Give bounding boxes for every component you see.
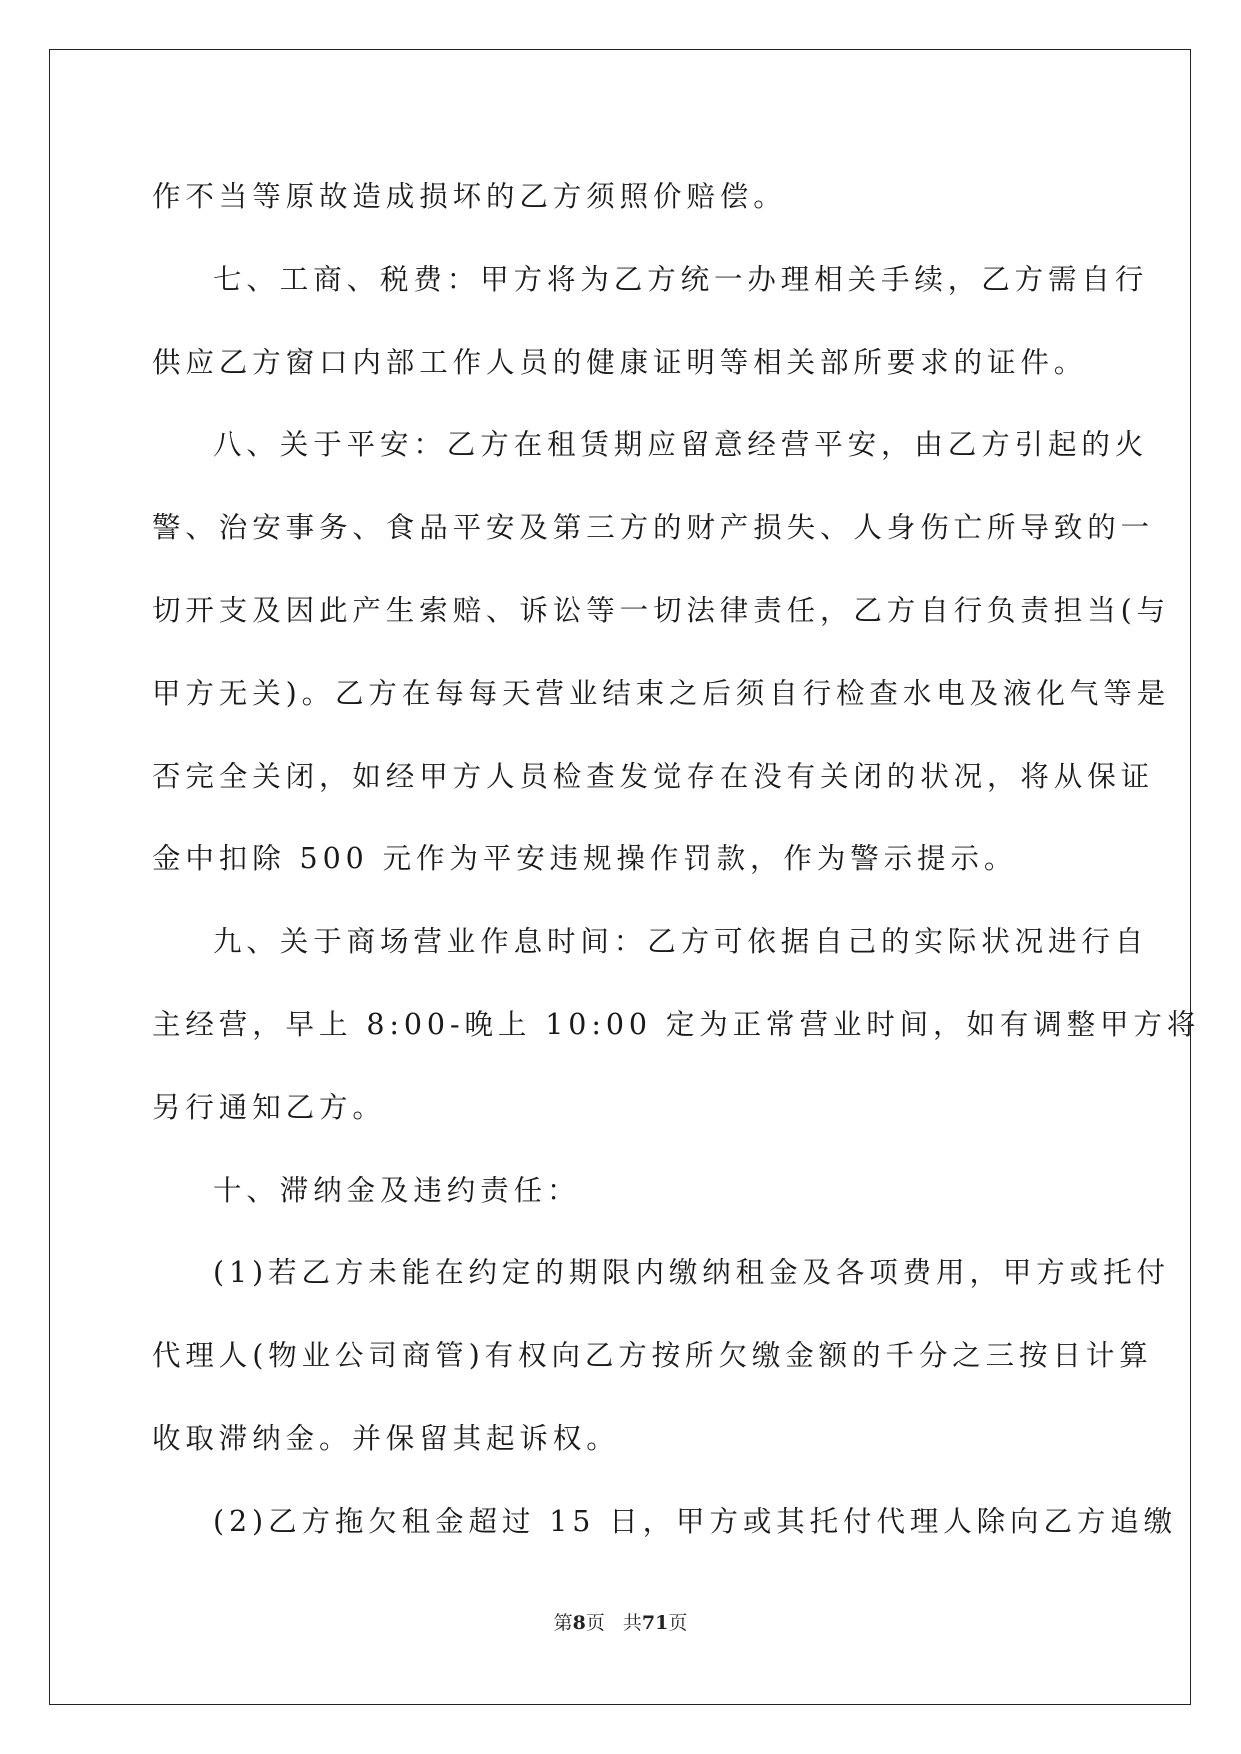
footer-page-suffix: 页 — [585, 1612, 605, 1634]
text-line: 作不当等原故造成损坏的乙方须照价赔偿。 — [152, 180, 787, 213]
page-footer — [0, 1608, 1241, 1635]
text-line: 甲方无关)。乙方在每每天营业结束之后须自行检查水电及液化气等是 — [152, 676, 1171, 710]
text-line: 警、治安事务、食品平安及第三方的财产损失、人身伤亡所导致的一 — [152, 511, 1155, 545]
text-line: 七、工商、税费：甲方将为乙方统一办理相关手续，乙方需自行 — [213, 262, 1149, 296]
text-line: 代理人(物业公司商管)有权向乙方按所欠缴金额的千分之三按日计算 — [152, 1339, 1153, 1373]
total-page-number: 71 — [641, 1612, 669, 1634]
text-line: (2)乙方拖欠租金超过 15 日，甲方或其托付代理人除向乙方追缴 — [213, 1504, 1178, 1538]
text-line: 十、滞纳金及违约责任： — [213, 1173, 581, 1207]
text-line: 收取滞纳金。并保留其起诉权。 — [152, 1421, 620, 1455]
text-line: 金中扣除 500 元作为平安违规操作罚款，作为警示提示。 — [152, 842, 1018, 876]
text-line: 切开支及因此产生索赔、诉讼等一切法律责任，乙方自行负责担当(与 — [152, 593, 1171, 627]
footer-prefix: 第 — [553, 1612, 573, 1634]
text-line: 供应乙方窗口内部工作人员的健康证明等相关部所要求的证件。 — [152, 345, 1088, 379]
text-line: 另行通知乙方。 — [152, 1090, 386, 1124]
text-line: 八、关于平安：乙方在租赁期应留意经营平安，由乙方引起的火 — [213, 428, 1149, 462]
document-body — [152, 156, 1201, 1564]
current-page-number: 8 — [572, 1612, 586, 1634]
text-line: (1)若乙方未能在约定的期限内缴纳租金及各项费用，甲方或托付 — [213, 1256, 1170, 1290]
text-line: 否完全关闭，如经甲方人员检查发觉存在没有关闭的状况，将从保证 — [152, 759, 1155, 793]
footer-total-prefix: 共 — [622, 1612, 642, 1634]
text-line: 主经营，早上 8:00-晚上 10:00 定为正常营业时间，如有调整甲方将 — [152, 1007, 1201, 1041]
footer-total-suffix: 页 — [668, 1612, 688, 1634]
text-line: 九、关于商场营业作息时间：乙方可依据自己的实际状况进行自 — [213, 925, 1149, 959]
